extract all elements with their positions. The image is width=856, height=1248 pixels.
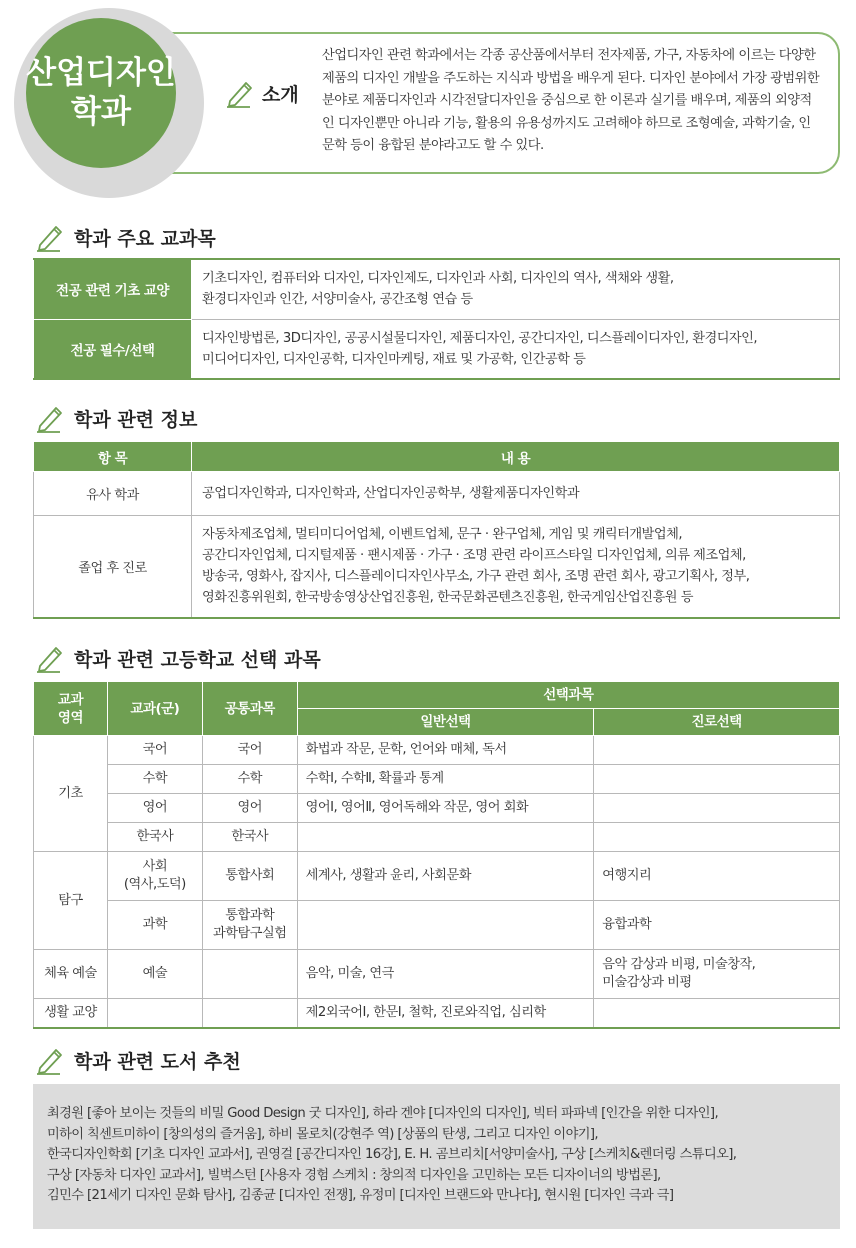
- books-line: 한국디자인학회 [기초 디자인 교과서], 권영걸 [공간디자인 16강], E. H. 곰브리치[서양미술사], 구상 [스케치&렌더링 스튜디오],: [47, 1147, 737, 1163]
- table-row: [34, 999, 840, 1028]
- career-cell: [594, 950, 840, 999]
- header-area-line: 영역: [57, 709, 83, 726]
- common-cell: 영어: [202, 794, 297, 823]
- intro-label: 소개: [262, 83, 299, 106]
- similar-value: 공업디자인학과, 디자인학과, 산업디자인공학부, 생활제품디자인학과: [192, 472, 840, 516]
- department-name-line1: 산업디자인: [26, 55, 176, 92]
- common-cell: [202, 950, 297, 999]
- pencil-icon: [34, 1045, 66, 1075]
- general-cell: 화법과 작문, 문학, 언어와 매체, 독서: [297, 736, 594, 765]
- career-cell: [594, 736, 840, 765]
- area-basic: 기초: [34, 736, 108, 852]
- pencil-icon: [34, 403, 66, 433]
- table-row: [34, 823, 840, 852]
- hs-heading: [34, 643, 321, 673]
- career-value: [192, 516, 840, 618]
- general-cell: [297, 901, 594, 950]
- courses-value-line: 디자인방법론, 3D디자인, 공공시설물디자인, 제품디자인, 공간디자인, 디스플레이디자인, 환경디자인,: [202, 330, 758, 346]
- pencil-icon: [224, 78, 256, 108]
- info-table: [33, 441, 840, 619]
- hs-subjects-table: [33, 681, 840, 1029]
- table-row: [34, 765, 840, 794]
- header-common: 공통과목: [202, 682, 297, 736]
- pencil-icon: [34, 643, 66, 673]
- table-row: [34, 736, 840, 765]
- pencil-icon: [34, 222, 66, 252]
- common-cell: 한국사: [202, 823, 297, 852]
- info-heading: [34, 403, 197, 433]
- header-general: 일반선택: [297, 709, 594, 736]
- career-line: 방송국, 영화사, 잡지사, 디스플레이디자인사무소, 가구 관련 회사, 조명 관련 회사, 광고기획사, 정부,: [202, 569, 750, 585]
- career-cell: [594, 765, 840, 794]
- books-list: [33, 1084, 840, 1229]
- common-cell: 국어: [202, 736, 297, 765]
- table-row: [34, 950, 840, 999]
- books-line: 구상 [자동차 디자인 교과서], 빌벅스턴 [사용자 경험 스케치 : 창의적 디자인을 고민하는 모든 디자이너의 방법론],: [47, 1167, 661, 1183]
- general-cell: 세계사, 생활과 윤리, 사회문화: [297, 852, 594, 901]
- career-line: 음악 감상과 비평, 미술창작,: [602, 957, 756, 972]
- header-career: 진로선택: [594, 709, 840, 736]
- general-cell: 영어Ⅰ, 영어Ⅱ, 영어독해와 작문, 영어 회화: [297, 794, 594, 823]
- books-line: 김민수 [21세기 디자인 문화 탐사], 김종균 [디자인 전쟁], 유정미 [디자인 브랜드와 만나다], 현시원 [디자인 극과 극]: [47, 1188, 674, 1204]
- general-cell: 음악, 미술, 연극: [297, 950, 594, 999]
- table-header-row: [34, 442, 840, 472]
- group-cell: 수학: [107, 765, 202, 794]
- common-line: 과학탐구실험: [213, 926, 287, 941]
- common-cell: 통합사회: [202, 852, 297, 901]
- courses-label-basic: 전공 관련 기초 교양: [34, 259, 192, 319]
- general-cell: 제2외국어Ⅰ, 한문Ⅰ, 철학, 진로와직업, 심리학: [297, 999, 594, 1028]
- intro-text: 산업디자인 관련 학과에서는 각종 공산품에서부터 전자제품, 가구, 자동차에 이르는 다양한 제품의 디자인 개발을 주도하는 지식과 방법을 배우게 된다. 디자인 분야에서 가장 광범위한 분야로 제품디자인과 시각전달디자인을 중심으로 한 이론과 실기를 배우며, 제품의 외양적인 디자인뿐만 아니라 기능, 활용의 유용성까지도 고려해야 하므로 조형예술, 과학기술, 인문학 등이 융합된 분야라고도 할 수 있다.: [322, 48, 820, 153]
- department-badge: [26, 18, 176, 168]
- area-pe-art: 체육 예술: [34, 950, 108, 999]
- courses-value-basic: [192, 259, 840, 319]
- books-line: 최경원 [좋아 보이는 것들의 비밀 Good Design 굿 디자인], 하라 겐야 [디자인의 디자인], 빅터 파파넥 [인간을 위한 디자인],: [47, 1106, 719, 1121]
- info-title: 학과 관련 정보: [74, 408, 198, 431]
- career-cell: 여행지리: [594, 852, 840, 901]
- career-line: 미술감상과 비평: [602, 975, 692, 990]
- common-line: 통합과학: [225, 908, 275, 923]
- books-heading: [34, 1045, 241, 1075]
- department-name-line2: 학과: [71, 94, 131, 130]
- career-line: 자동차제조업체, 멀티미디어업체, 이벤트업체, 문구 · 완구업체, 게임 및 캐릭터개발업체,: [202, 527, 683, 543]
- common-cell: 수학: [202, 765, 297, 794]
- group-cell: 과학: [107, 901, 202, 950]
- courses-value-line: 환경디자인과 인간, 서양미술사, 공간조형 연습 등: [202, 292, 473, 308]
- area-inquiry: 탐구: [34, 852, 108, 950]
- similar-label: 유사 학과: [34, 472, 192, 516]
- group-line: (역사,도덕): [123, 877, 186, 892]
- courses-value-line: 미디어디자인, 디자인공학, 디자인마케팅, 재료 및 가공학, 인간공학 등: [202, 351, 586, 367]
- group-cell: 예술: [107, 950, 202, 999]
- group-cell: [107, 852, 202, 901]
- table-row: [34, 901, 840, 950]
- info-header-content: 내 용: [192, 442, 840, 472]
- header-elective: 선택과목: [297, 682, 839, 709]
- table-row: [34, 794, 840, 823]
- career-cell: [594, 794, 840, 823]
- table-row: [34, 516, 840, 618]
- common-cell: [202, 999, 297, 1028]
- courses-title: 학과 주요 교과목: [74, 227, 216, 250]
- table-row: [34, 319, 840, 379]
- table-header-row: [34, 682, 840, 709]
- group-cell: [107, 999, 202, 1028]
- courses-heading: [34, 222, 216, 252]
- career-cell: [594, 999, 840, 1028]
- info-header-item: 항 목: [34, 442, 192, 472]
- hs-title: 학과 관련 고등학교 선택 과목: [74, 648, 321, 671]
- table-row: [34, 472, 840, 516]
- courses-label-major: 전공 필수/선택: [34, 319, 192, 379]
- group-cell: 영어: [107, 794, 202, 823]
- intro-heading: [224, 78, 299, 108]
- header-area: [34, 682, 108, 736]
- career-cell: [594, 823, 840, 852]
- group-cell: 한국사: [107, 823, 202, 852]
- career-line: 공간디자인업체, 디지털제품 · 팬시제품 · 가구 · 조명 관련 라이프스타일 디자인업체, 의류 제조업체,: [202, 548, 746, 564]
- general-cell: [297, 823, 594, 852]
- courses-value-line: 기초디자인, 컴퓨터와 디자인, 디자인제도, 디자인과 사회, 디자인의 역사, 색채와 생활,: [202, 271, 674, 287]
- area-life: 생활 교양: [34, 999, 108, 1028]
- general-cell: 수학Ⅰ, 수학Ⅱ, 확률과 통계: [297, 765, 594, 794]
- career-line: 영화진흥위원회, 한국방송영상산업진흥원, 한국문화콘텐츠진흥원, 한국게임산업진흥원 등: [202, 590, 693, 606]
- career-cell: 융합과학: [594, 901, 840, 950]
- table-row: [34, 259, 840, 319]
- group-cell: 국어: [107, 736, 202, 765]
- books-line: 미하이 칙센트미하이 [창의성의 즐거움], 하비 몰로치(강현주 역) [상품의 탄생, 그리고 디자인 이야기],: [47, 1126, 598, 1142]
- career-label: 졸업 후 진로: [34, 516, 192, 618]
- group-line: 사회: [142, 859, 168, 874]
- books-title: 학과 관련 도서 추천: [74, 1050, 241, 1073]
- courses-table: [33, 258, 840, 380]
- table-row: [34, 852, 840, 901]
- header-group: 교과(군): [107, 682, 202, 736]
- header-area-line: 교과: [57, 691, 83, 708]
- common-cell: [202, 901, 297, 950]
- courses-value-major: [192, 319, 840, 379]
